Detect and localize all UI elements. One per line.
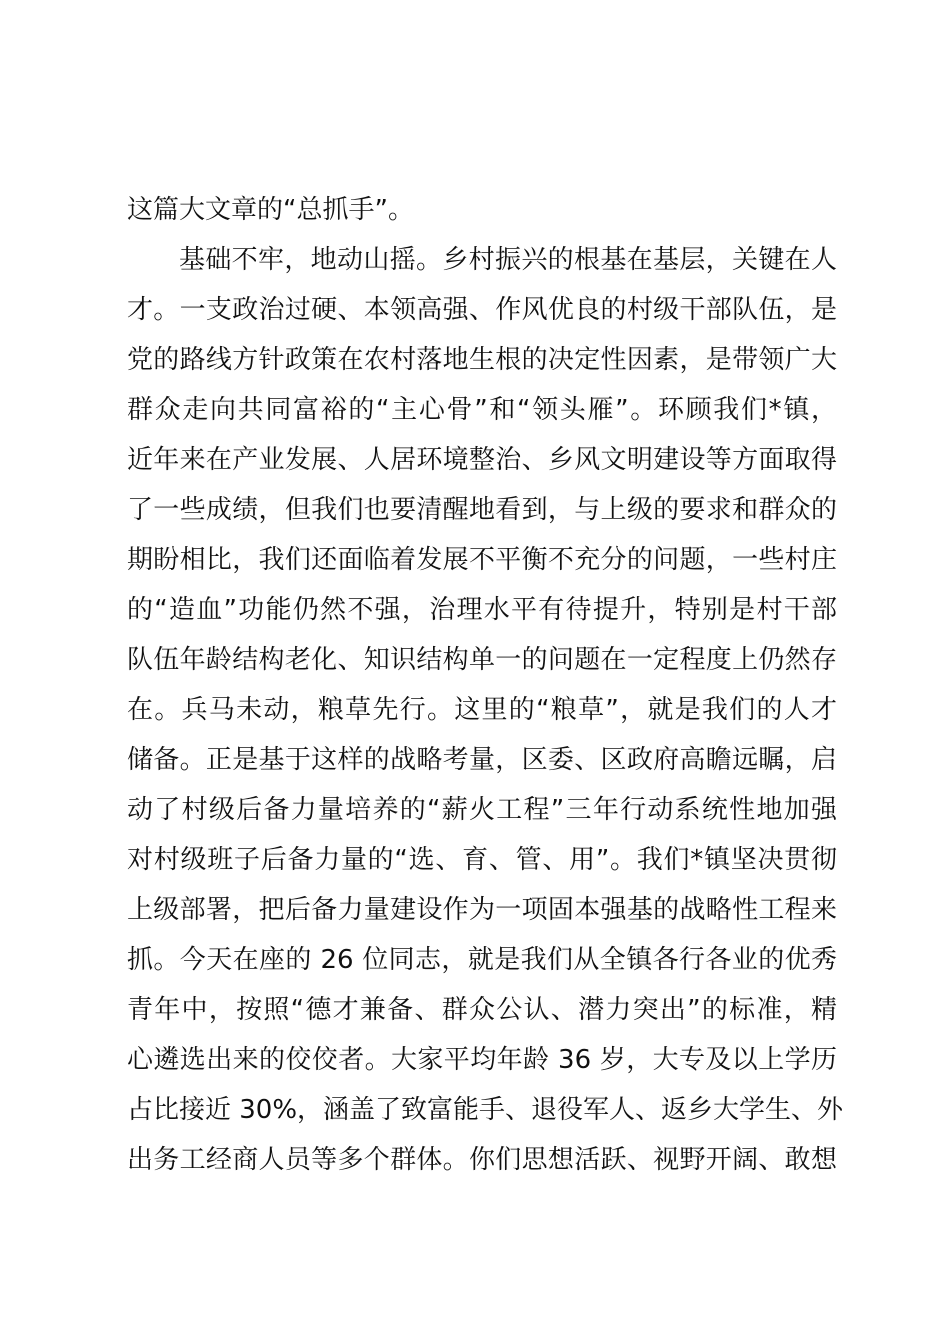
text-line: 基础不牢，地动山摇。乡村振兴的根基在基层，关键在人 (179, 245, 837, 275)
text-line: 储备。正是基于这样的战略考量，区委、区政府高瞻远瞩，启 (127, 745, 837, 775)
text-line: 的“造血”功能仍然不强，治理水平有待提升，特别是村干部 (127, 595, 837, 625)
text-line: 动了村级后备力量培养的“薪火工程”三年行动系统性地加强 (127, 795, 837, 825)
text-line: 占比接近 30%，涵盖了致富能手、退役军人、返乡大学生、外 (127, 1095, 844, 1125)
text-line: 了一些成绩，但我们也要清醒地看到，与上级的要求和群众的 (127, 495, 837, 525)
text-line: 这篇大文章的“总抓手”。 (127, 195, 414, 225)
text-line: 青年中，按照“德才兼备、群众公认、潜力突出”的标准，精 (127, 995, 837, 1025)
text-line: 出务工经商人员等多个群体。你们思想活跃、视野开阔、敢想 (127, 1145, 837, 1175)
text-line: 群众走向共同富裕的“主心骨”和“领头雁”。环顾我们*镇， (127, 395, 837, 425)
text-line: 心遴选出来的佼佼者。大家平均年龄 36 岁，大专及以上学历 (127, 1045, 837, 1075)
text-line: 队伍年龄结构老化、知识结构单一的问题在一定程度上仍然存 (127, 645, 837, 675)
text-line: 对村级班子后备力量的“选、育、管、用”。我们*镇坚决贯彻 (127, 845, 837, 875)
text-line: 上级部署，把后备力量建设作为一项固本强基的战略性工程来 (127, 895, 837, 925)
text-line: 抓。今天在座的 26 位同志，就是我们从全镇各行各业的优秀 (127, 945, 837, 975)
text-line: 在。兵马未动，粮草先行。这里的“粮草”，就是我们的人才 (127, 695, 837, 725)
text-line: 近年来在产业发展、人居环境整治、乡风文明建设等方面取得 (127, 445, 837, 475)
text-line: 才。一支政治过硬、本领高强、作风优良的村级干部队伍，是 (127, 295, 837, 325)
text-line: 期盼相比，我们还面临着发展不平衡不充分的问题，一些村庄 (127, 545, 837, 575)
text-line: 党的路线方针政策在农村落地生根的决定性因素，是带领广大 (127, 345, 837, 375)
body-text (127, 185, 844, 1185)
